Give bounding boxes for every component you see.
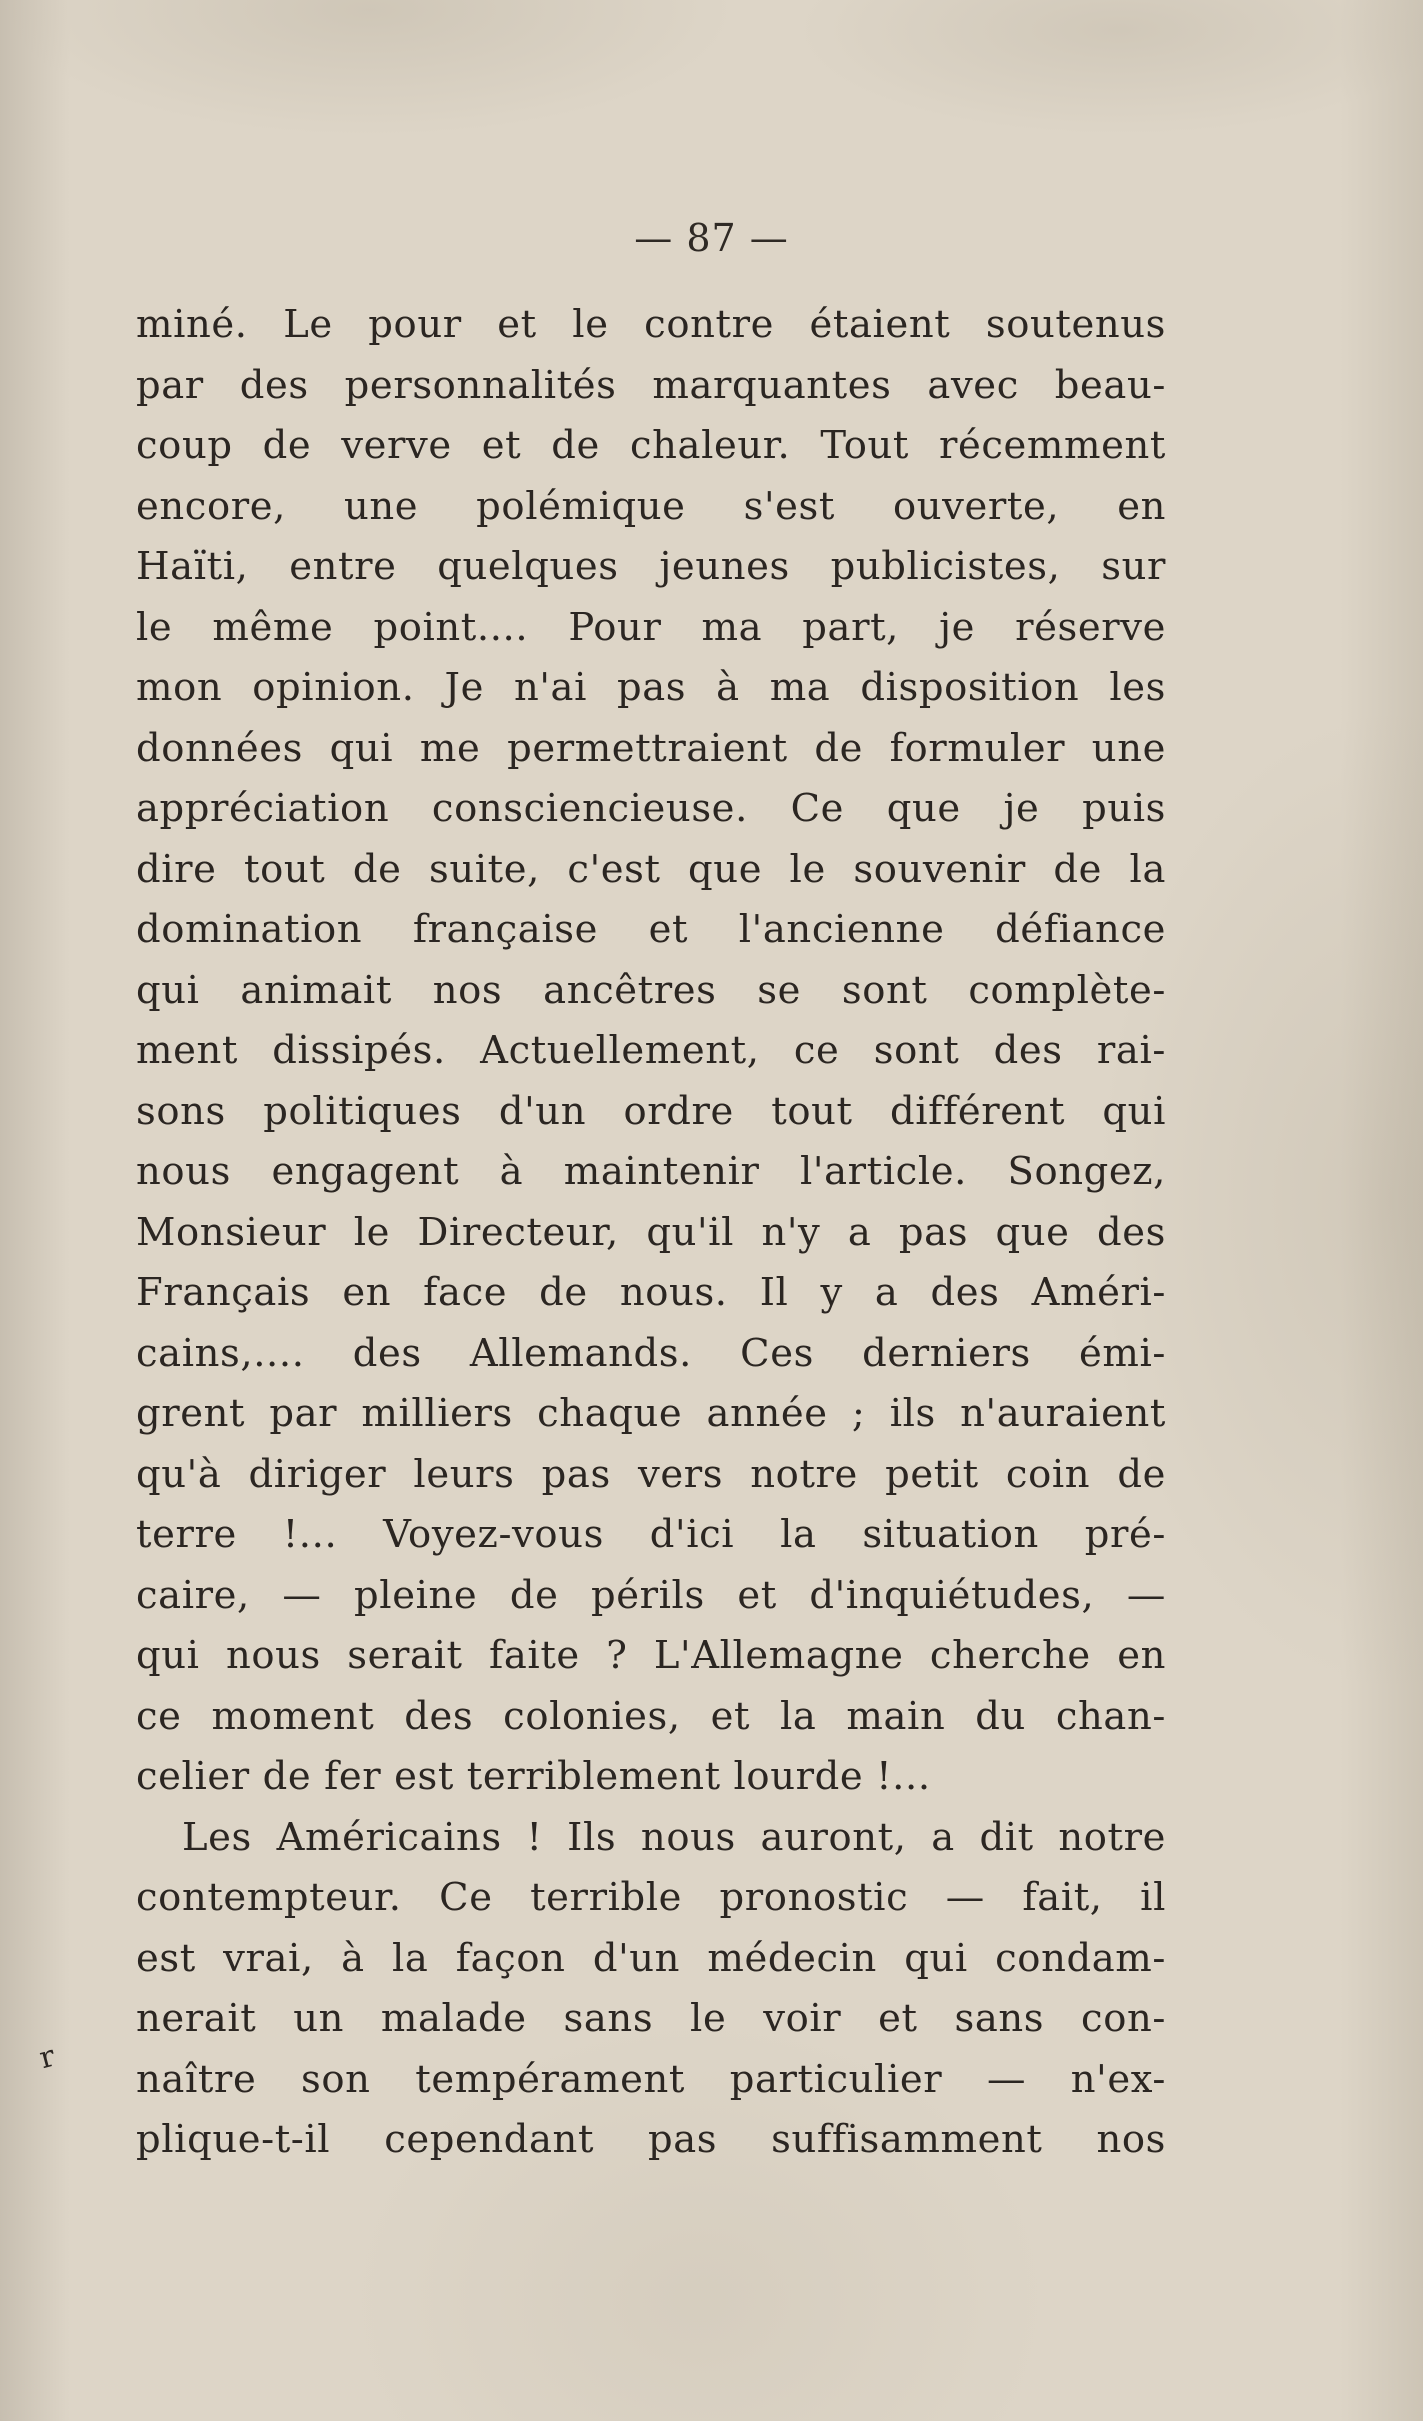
- text-line: grent par milliers chaque année ; ils n'auraient: [136, 1391, 1166, 1436]
- text-line: mon opinion. Je n'ai pas à ma disposition les: [136, 665, 1166, 710]
- page-number: — 87 —: [634, 216, 789, 260]
- text-line: données qui me permettraient de formuler une: [136, 725, 1166, 771]
- stray-ink-mark: r: [35, 2038, 59, 2077]
- text-line: le même point.... Pour ma part, je réserve: [136, 604, 1166, 650]
- text-line: nerait un malade sans le voir et sans con-: [136, 1996, 1166, 2041]
- text-line: par des personnalités marquantes avec beau-: [136, 362, 1166, 408]
- text-line: Les Américains ! Ils nous auront, a dit notre: [182, 1814, 1166, 1860]
- text-line: domination française et l'ancienne défiance: [136, 907, 1166, 952]
- text-line: naître son tempérament particulier — n'ex-: [136, 2056, 1166, 2102]
- text-line: qu'à diriger leurs pas vers notre petit coin de: [136, 1451, 1166, 1497]
- text-line: nous engagent à maintenir l'article. Songez,: [136, 1149, 1166, 1194]
- text-line: contempteur. Ce terrible pronostic — fait, il: [136, 1875, 1166, 1920]
- text-line: encore, une polémique s'est ouverte, en: [136, 483, 1166, 529]
- text-line: Monsieur le Directeur, qu'il n'y a pas que des: [136, 1209, 1166, 1255]
- text-line: dire tout de suite, c'est que le souvenir de la: [136, 846, 1166, 892]
- text-line: ment dissipés. Actuellement, ce sont des rai-: [136, 1028, 1166, 1073]
- text-line: cains,.... des Allemands. Ces derniers émi-: [136, 1330, 1166, 1376]
- text-line: est vrai, à la façon d'un médecin qui condam-: [136, 1935, 1166, 1981]
- text-line: caire, — pleine de périls et d'inquiétudes, —: [136, 1572, 1166, 1618]
- text-line: coup de verve et de chaleur. Tout récemment: [136, 423, 1166, 468]
- text-line: Français en face de nous. Il y a des Améri-: [136, 1270, 1166, 1315]
- text-line: plique-t-il cependant pas suffisamment nos: [136, 2117, 1166, 2162]
- text-line: ce moment des colonies, et la main du chan-: [136, 1693, 1166, 1739]
- text-line: Haïti, entre quelques jeunes publicistes, sur: [136, 544, 1166, 589]
- text-line: miné. Le pour et le contre étaient soutenus: [136, 302, 1166, 347]
- text-line: appréciation consciencieuse. Ce que je puis: [136, 786, 1166, 831]
- body-text: [136, 295, 1166, 2171]
- text-line: qui animait nos ancêtres se sont complète-: [136, 967, 1166, 1013]
- text-line: qui nous serait faite ? L'Allemagne cherche en: [136, 1633, 1166, 1678]
- text-line: celier de fer est terriblement lourde !...: [136, 1754, 931, 1799]
- text-line: sons politiques d'un ordre tout différent qui: [136, 1088, 1166, 1134]
- text-line: terre !... Voyez-vous d'ici la situation pré-: [136, 1512, 1166, 1557]
